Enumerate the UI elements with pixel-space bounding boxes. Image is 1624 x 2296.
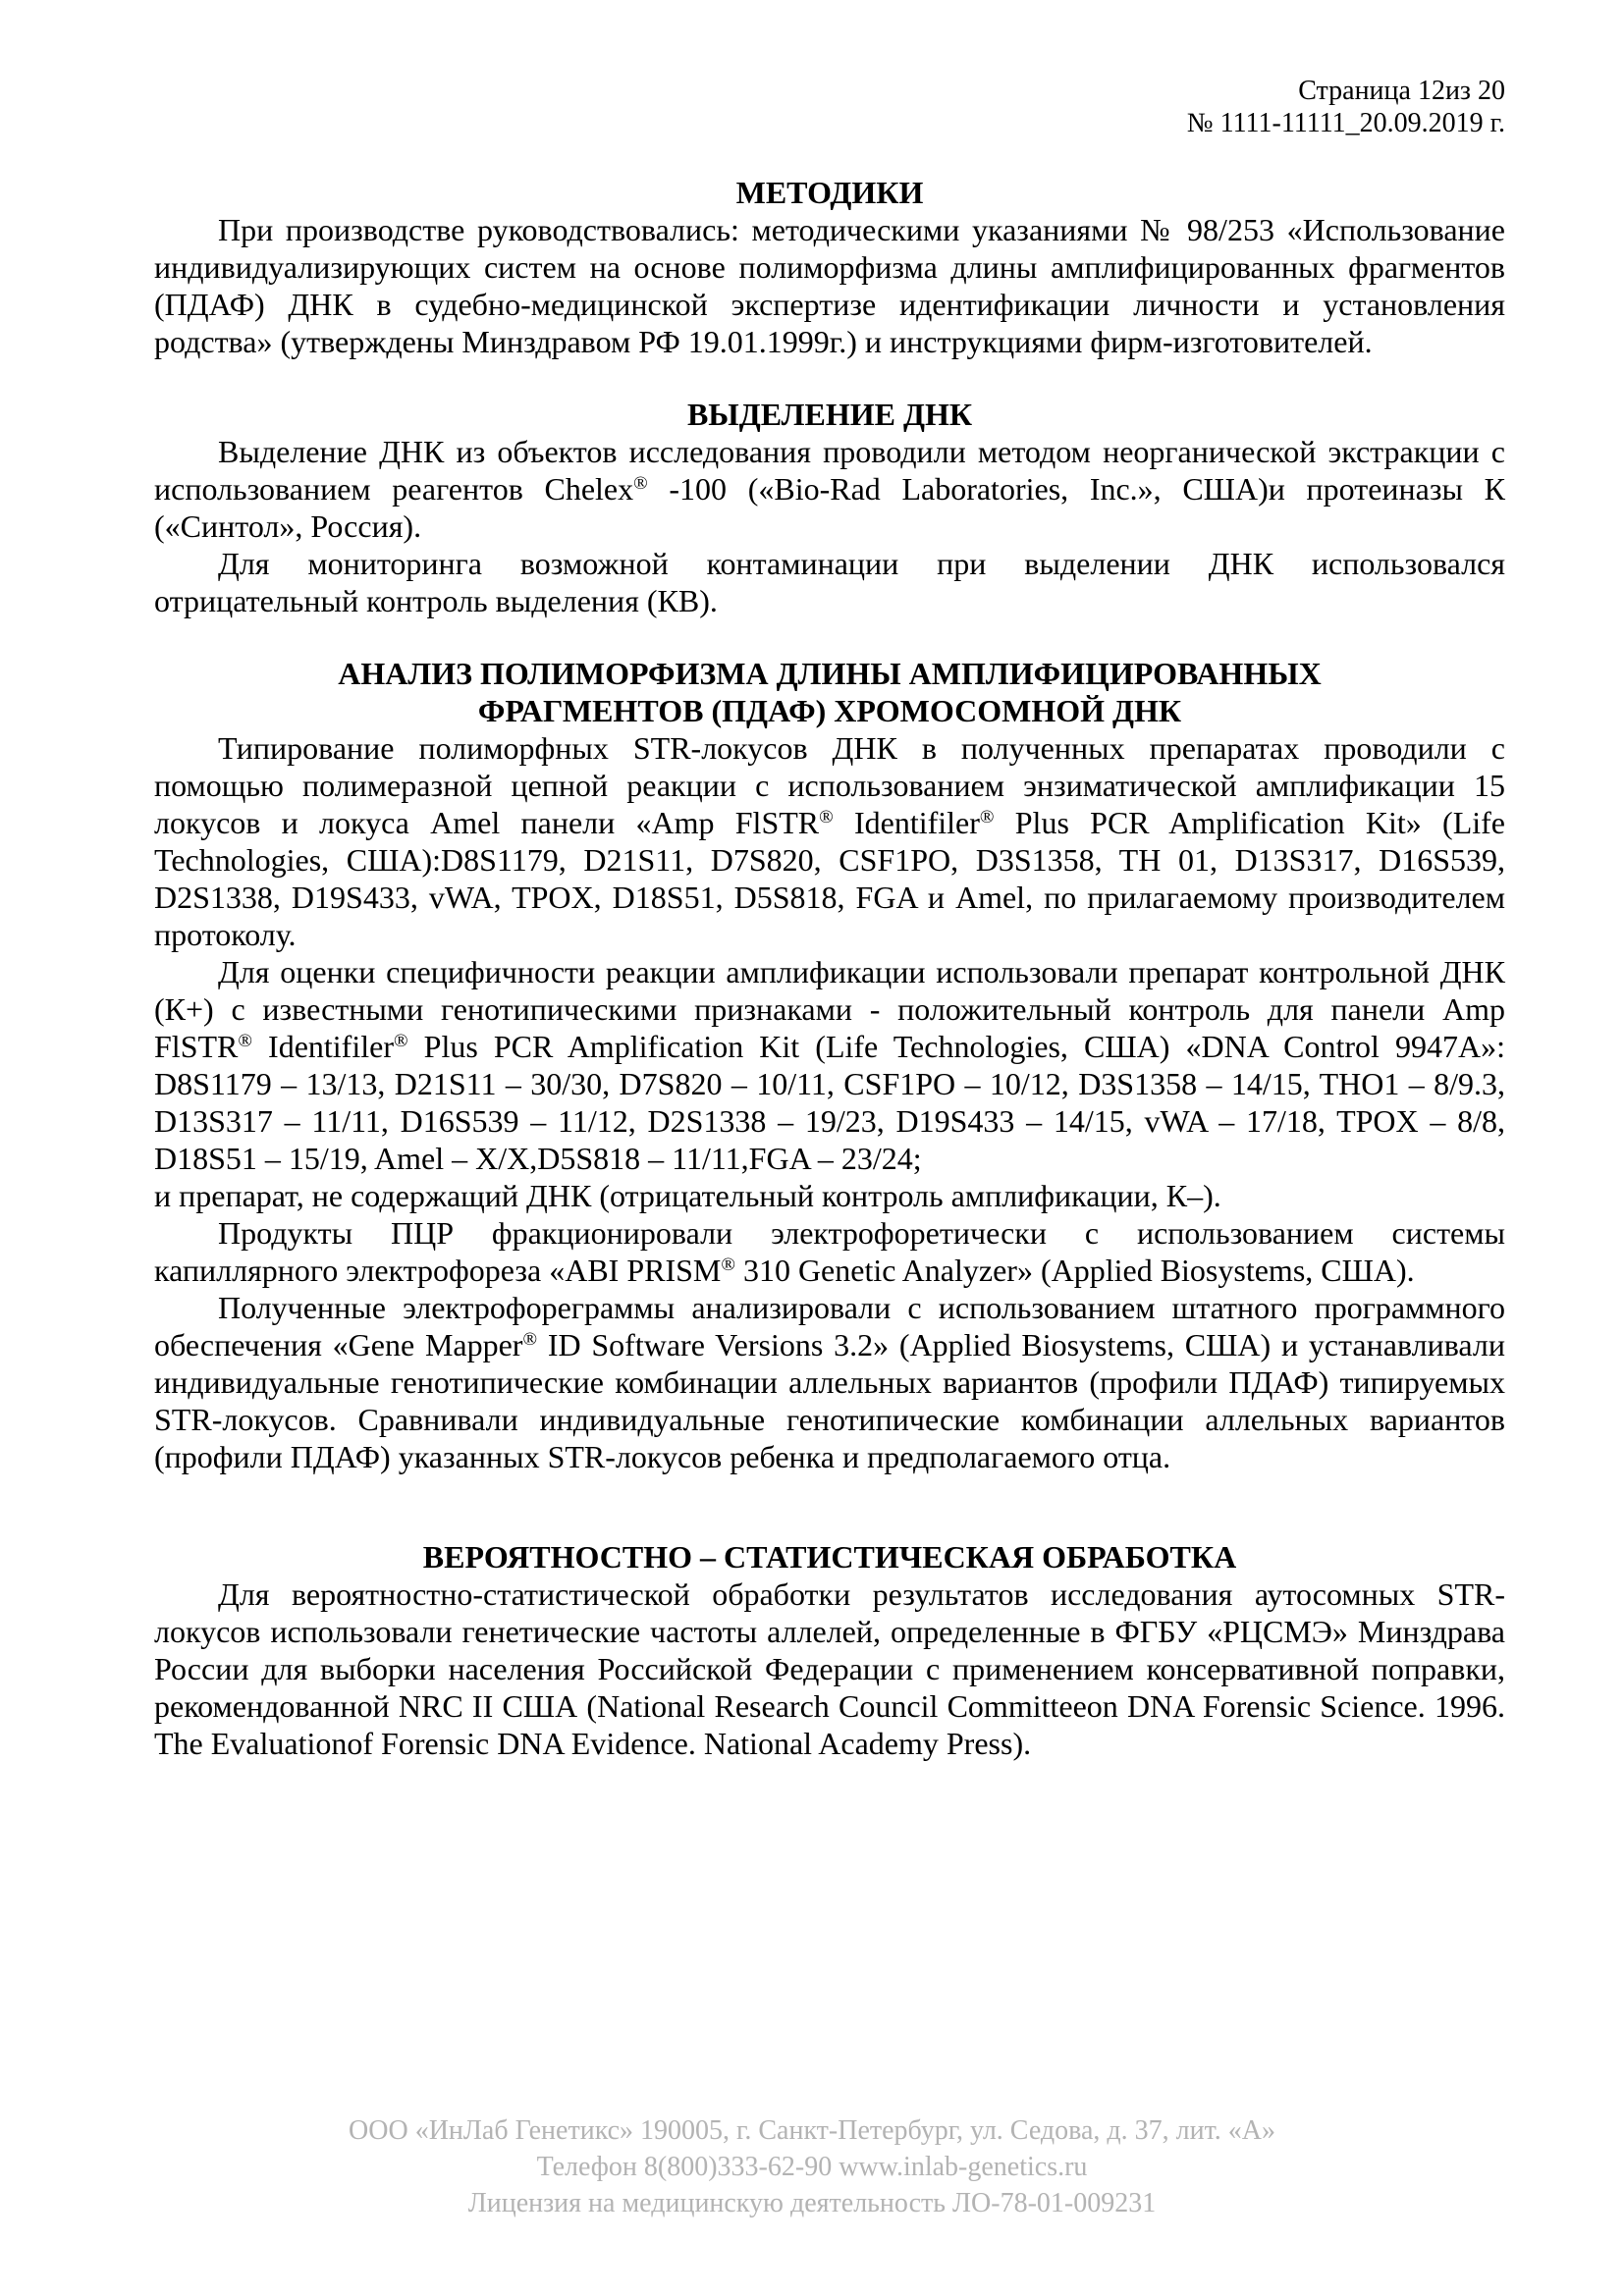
- section-title-statistics: ВЕРОЯТНОСТНО – СТАТИСТИЧЕСКАЯ ОБРАБОТКА: [422, 1539, 1237, 1575]
- footer-license: Лицензия на медицинскую деятельность ЛО-78-01-009231: [467, 2188, 1157, 2218]
- paragraph-pdaf-3: и препарат, не содержащий ДНК (отрицательный контроль амплификации, К–).: [154, 1178, 1221, 1213]
- section-title-methods: МЕТОДИКИ: [735, 175, 924, 210]
- paragraph-extraction-1: Выделение ДНК из объектов исследования проводили методом неорганической экстракции с использованием реагентов Chelex® -100 («Bio-Rad Laboratories, Inc.», США)и протеиназы К («Синтол», Россия).: [154, 434, 1506, 544]
- page-header: [1187, 75, 1505, 139]
- section-title-dna-extraction: ВЫДЕЛЕНИЕ ДНК: [686, 397, 973, 432]
- document-body: [154, 174, 1505, 1762]
- page-number: Страница 12из 20: [1298, 76, 1505, 106]
- pdaf-title-line-2: ФРАГМЕНТОВ (ПДАФ) ХРОМОСОМНОЙ ДНК: [477, 693, 1182, 728]
- paragraph-pdaf-1: Типирование полиморфных STR-локусов ДНК в полученных препаратах проводили с помощью полимеразной цепной реакции с использованием энзиматической амплификации 15 локусов и локуса Amel панели «Amp FlSTR® Identifiler® Plus PCR Amplification Kit» (Life Technologies, США):D8S1179, D21S11, D7S820, CSF1PO, D3S1358, TH 01, D13S317, D16S539, D2S1338, D19S433, vWA, TPOX, D18S51, D5S818, FGA и Amel, по прилагаемому производителем протоколу.: [154, 730, 1506, 952]
- paragraph-pdaf-4: Продукты ПЦР фракционировали электрофоретически с использованием системы капиллярного электрофореза «ABI PRISM® 310 Genetic Analyzer» (Applied Biosystems, США).: [154, 1215, 1505, 1288]
- paragraph-pdaf-2: Для оценки специфичности реакции амплификации использовали препарат контрольной ДНК (К+) с известными генотипическими признаками - положительный контроль для панели Amp FlSTR® Identifiler® Plus PCR Amplification Kit (Life Technologies, США) «DNA Control 9947A»: D8S1179 – 13/13, D21S11 – 30/30, D7S820 – 10/11, CSF1PO – 10/12, D3S1358 – 14/15, THO1 – 8/9.3, D13S317 – 11/11, D16S539 – 11/12, D2S1338 – 19/23, D19S433 – 14/15, vWA – 17/18, TPOX – 8/8, D18S51 – 15/19, Amel – X/X,D5S818 – 11/11,FGA – 23/24;: [154, 954, 1506, 1176]
- pdaf-title-line-1: АНАЛИЗ ПОЛИМОРФИЗМА ДЛИНЫ АМПЛИФИЦИРОВАННЫХ: [338, 656, 1322, 691]
- paragraph-statistics-1: Для вероятностно-статистической обработки результатов исследования аутосомных STR-локусов использовали генетические частоты аллелей, определенные в ФГБУ «РЦСМЭ» Минздрава России для выборки населения Российской Федерации с применением консервативной поправки, рекомендованной NRC II США (National Research Council Committeeon DNA Forensic Science. 1996. The Evaluationof Forensic DNA Evidence. National Academy Press).: [154, 1576, 1505, 1761]
- paragraph-pdaf-5: Полученные электрофореграммы анализировали с использованием штатного программного обеспечения «Gene Mapper® ID Software Versions 3.2» (Applied Biosystems, США) и устанавливали индивидуальные генотипические комбинации аллельных вариантов (профили ПДАФ) типируемых STR-локусов. Сравнивали индивидуальные генотипические комбинации аллельных вариантов (профили ПДАФ) указанных STR-локусов ребенка и предполагаемого отца.: [154, 1290, 1506, 1474]
- page-footer: [0, 2112, 1624, 2221]
- footer-company-address: ООО «ИнЛаб Генетикс» 190005, г. Санкт-Петербург, ул. Седова, д. 37, лит. «А»: [349, 2115, 1275, 2146]
- paragraph-methods-1: При производстве руководствовались: методическими указаниями № 98/253 «Использование индивидуализирующих систем на основе полиморфизма длины амплифицированных фрагментов (ПДАФ) ДНК в судебно-медицинской экспертизе идентификации личности и установления родства» (утверждены Минздравом РФ 19.01.1999г.) и инструкциями фирм-изготовителей.: [154, 212, 1505, 359]
- section-title-pdaf-analysis: [154, 655, 1505, 729]
- document-number: № 1111-11111_20.09.2019 г.: [1186, 108, 1505, 138]
- paragraph-extraction-2: Для мониторинга возможной контаминации при выделении ДНК использовался отрицательный контроль выделения (КВ).: [154, 546, 1505, 618]
- footer-phone-website: Телефон 8(800)333-62-90 www.inlab-genetics.ru: [536, 2152, 1088, 2182]
